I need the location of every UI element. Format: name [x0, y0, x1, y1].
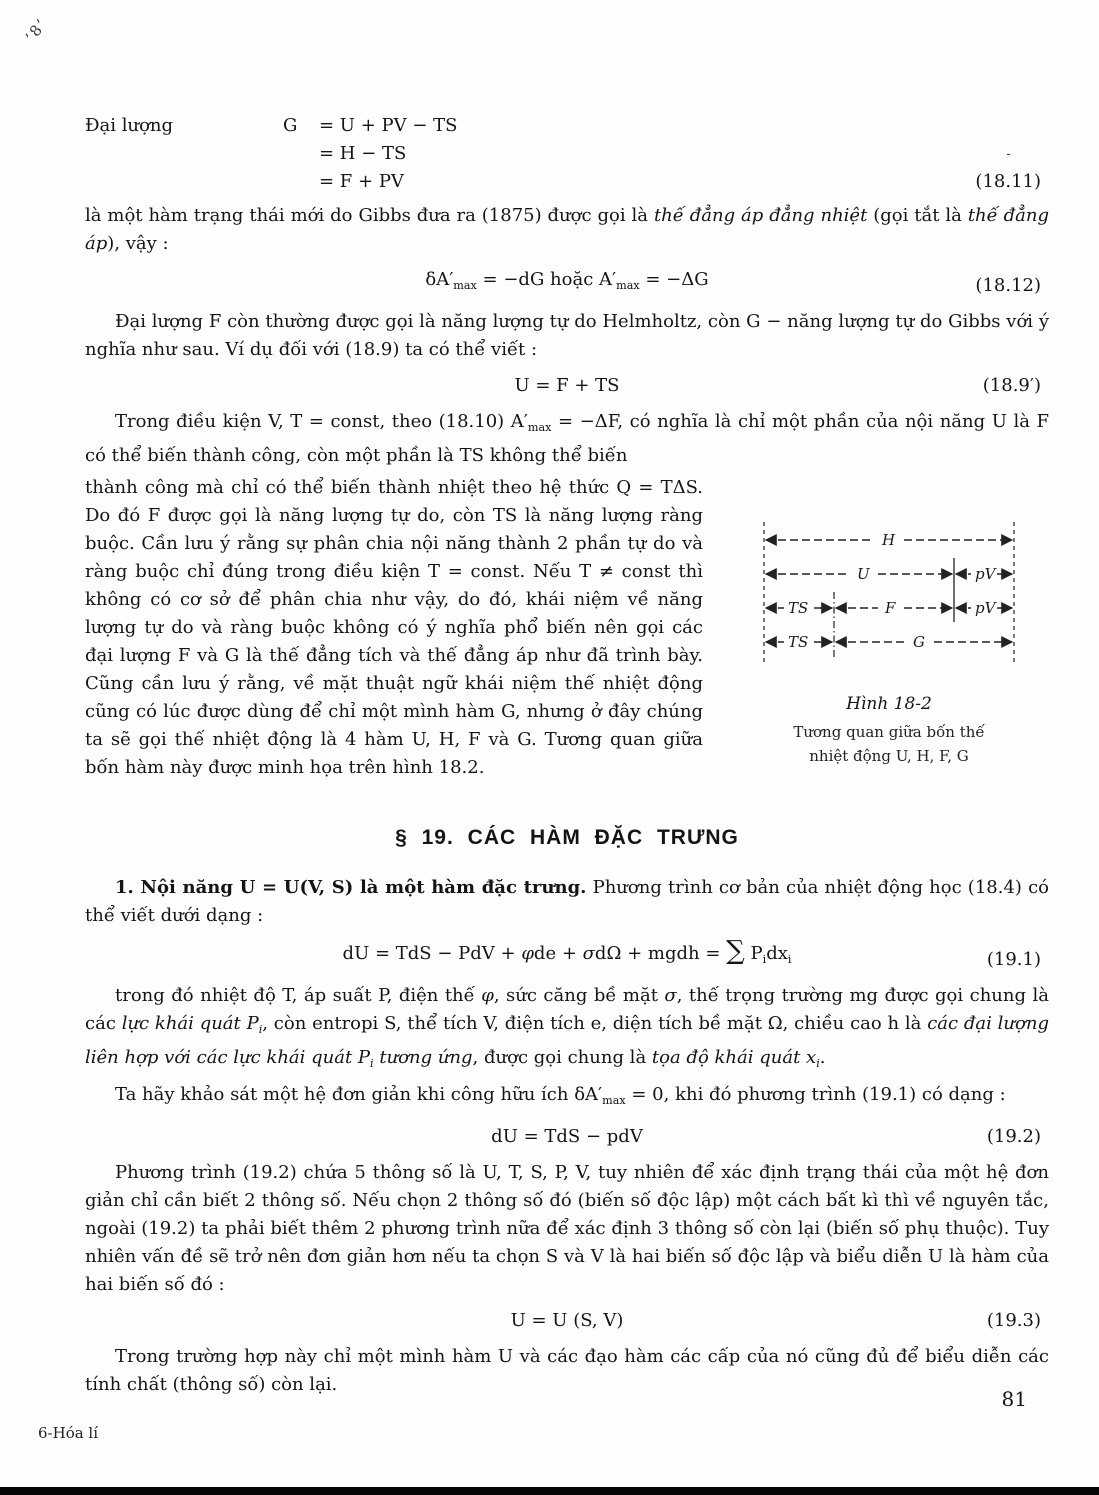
- equation-line: = F + PV: [319, 171, 404, 192]
- scan-speck: -: [1006, 146, 1011, 162]
- equation-19-3: [85, 1307, 1049, 1335]
- equation-19-2: [85, 1123, 1049, 1151]
- scan-edge-bar: [0, 1487, 1099, 1495]
- paragraph-five-parameters: Phương trình (19.2) chứa 5 thông số là U, T, S, P, V, tuy nhiên để xác định trạng thái của một hệ đơn giản chỉ cần biết 2 thông số. Nếu chọn 2 thông số đó (biến số độc lập) một cách bất kì thì về nguyên tắc, ngoài (19.2) ta phải biết thêm 2 phương trình nữa để xác định 3 thông số còn lại (biến số phụ thuộc). Tuy nhiên vấn đề sẽ trở nên đơn giản hơn nếu ta chọn S và V là hai biến số độc lập và biểu diễn U là hàm của hai biến số đó :: [85, 1162, 1049, 1296]
- paragraph-helmholtz-gibbs: Đại lượng F còn thường được gọi là năng lượng tự do Helmholtz, còn G − năng lượng tự do Gibbs với ý nghĩa như sau. Ví dụ đối với (18.9) ta có thể viết :: [85, 310, 1049, 360]
- figure-label-U: U: [857, 564, 870, 583]
- section-heading: § 19. CÁC HÀM ĐẶC TRƯNG: [395, 825, 739, 849]
- equation-18-11-lines: [283, 112, 1049, 196]
- equation-number: (19.2): [986, 1126, 1041, 1148]
- figure-caption-line: Tương quan giữa bốn thế: [793, 722, 985, 741]
- equation-18-9b: [85, 372, 1049, 400]
- handwritten-corner-mark: ’8’: [21, 14, 52, 46]
- equation-number: (18.12): [975, 274, 1041, 296]
- paragraph-u-derivatives: Trong trường hợp này chỉ một mình hàm U và các đạo hàm các cấp của nó cũng đủ để biểu diễn các tính chất (thông số) còn lại.: [85, 1346, 1049, 1396]
- equation-body: dU = TdS − PdV + φde + σdΩ + mgdh = ∑ $P_idx_i$: [342, 935, 792, 966]
- equation-body: dU = TdS − pdV: [491, 1126, 643, 1148]
- paragraph-free-bound-energy: thành công mà chỉ có thể biến thành nhiệt theo hệ thức Q = TΔS. Do đó F được gọi là năng lượng tự do, còn TS là năng lượng ràng buộc. Cần lưu ý rằng sự phân chia nội năng thành 2 phần tự do và ràng buộc chỉ đúng trong điều kiện T = const. Nếu T ≠ const thì không có cơ sở để phân chia như vậy, do đó, khái niệm về năng lượng tự do và ràng buộc không có ý nghĩa phổ biến nên gọi các đại lượng F và G là thế đẳng tích và thế đẳng áp như đã trình bày. Cũng cần lưu ý rằng, về mặt thuật ngữ khái niệm thế nhiệt động cũng có lúc được dùng để chỉ một mình hàm G, nhưng ở đây chúng ta sẽ gọi thế nhiệt động là 4 hàm U, H, F và G. Tương quan giữa bốn hàm này được minh họa trên hình 18.2.: [85, 476, 703, 778]
- figure-caption: [793, 692, 984, 768]
- paragraph-gibbs-definition: là một hàm trạng thái mới do Gibbs đưa ra (1875) được gọi là thế đẳng áp đẳng nhiệt (gọi tắt là thế đẳng áp), vậy :: [85, 205, 1049, 254]
- equation-number: (18.9′): [982, 374, 1041, 396]
- equation-number: (18.11): [975, 171, 1041, 192]
- figure-label-pV: pV: [975, 564, 996, 583]
- two-column-region: [85, 474, 1049, 782]
- equation-18-12: [85, 266, 1049, 300]
- figure-label-G: G: [913, 632, 925, 651]
- paragraph-condition-vt: Trong điều kiện V, T = const, theo (18.10) $A'_{max} = -\Delta F$, có nghĩa là chỉ một phần của nội năng U là F có thể biến thành công, còn một phần là TS không thể biến: [85, 410, 1050, 466]
- paragraph-generalized-forces: trong đó nhiệt độ T, áp suất P, điện thế φ, sức căng bề mặt σ, thế trọng trường mg được gọi chung là các lực khái quát $P_i$, còn entropi S, thể tích V, điện tích e, diện tích bề mặt Ω, chiều cao h là các đại lượng liên hợp với các lực khái quát $P_i$ tương ứng, được gọi chung là tọa độ khái quát $x_i$.: [85, 984, 1049, 1070]
- figure-18-2: [729, 474, 1049, 782]
- figure-caption-title: Hình 18-2: [846, 693, 932, 714]
- equation-line: = H − TS: [319, 143, 407, 164]
- figure-label-TS: TS: [788, 598, 809, 617]
- equation-19-1: [85, 935, 1049, 974]
- figure-caption-line: nhiệt động U, H, F, G: [809, 746, 969, 765]
- equation-body: $\delta A'_{max} = -dG$ hoặc $A'_{max} = -\Delta G$: [425, 269, 709, 292]
- equation-18-11: [85, 112, 1049, 196]
- equation-number: (19.3): [986, 1310, 1041, 1332]
- equation-body: U = U (S, V): [510, 1310, 624, 1332]
- equation-body: U = F + TS: [514, 374, 620, 396]
- figure-label-H: H: [882, 530, 896, 549]
- figure-label-pV2: pV: [975, 598, 996, 617]
- page-number: 81: [1001, 1387, 1027, 1411]
- paragraph-internal-energy-intro: 1. Nội năng U = U(V, S) là một hàm đặc trưng. Phương trình cơ bản của nhiệt động học (18.4) có thể viết dưới dạng :: [85, 876, 1050, 926]
- thermodynamic-potentials-diagram: [739, 516, 1039, 666]
- equation-number: (19.1): [986, 948, 1041, 970]
- figure-label-F: F: [885, 598, 896, 617]
- equation-18-11-label: Đại lượng: [85, 115, 174, 136]
- narrow-text-column: [85, 474, 703, 782]
- footer-note: 6-Hóa lí: [38, 1424, 99, 1442]
- figure-label-TS2: TS: [788, 632, 809, 651]
- paragraph-simple-system: Ta hãy khảo sát một hệ đơn giản khi công hữu ích $\delta A'_{max} = 0$, khi đó phương trình (19.1) có dạng :: [115, 1084, 1006, 1108]
- equation-18-11-lhs: G: [283, 115, 298, 136]
- equation-line: = U + PV − TS: [319, 115, 458, 136]
